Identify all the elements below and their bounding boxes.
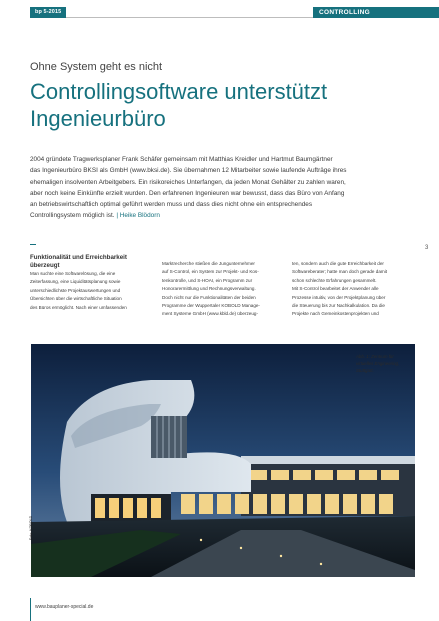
page-number: 3 bbox=[425, 245, 429, 251]
author-byline: | Heike Blödorn bbox=[116, 212, 160, 220]
body-line: Honorarermittlung und Rechnungsverwaltung. bbox=[162, 286, 256, 292]
body-line: Marktrecherche stießen die Jungunternehmer bbox=[162, 261, 255, 266]
caption-line: Abb. 1: Zentrum für bbox=[356, 354, 394, 359]
column-subhead: überzeugt bbox=[30, 262, 60, 269]
lead-line: aber noch keine Einkünfte erzielt wurden. Den erfahrenen Ingenieuren war bewusst, dass das Büro von Anfang bbox=[30, 189, 345, 197]
section-tag: CONTROLLING bbox=[313, 7, 439, 18]
headline-line-1: Controllingsoftware unterstützt bbox=[30, 79, 328, 104]
building-photo bbox=[31, 344, 415, 577]
body-line: schon schlechte Erfahrungen gesammelt. bbox=[292, 277, 377, 283]
lead-line: an betriebswirtschaftlich optimal geführt werden muss und dass dies nicht ohne ein entsprechendes bbox=[30, 201, 313, 209]
body-line: unterschiedlichste Projektauswertungen und bbox=[30, 287, 121, 293]
figure-caption bbox=[356, 353, 412, 374]
body-line: des Büros ermöglicht. Nach einer umfassenden bbox=[30, 304, 127, 310]
column-subhead: Funktionalität und Erreichbarkeit bbox=[30, 254, 127, 261]
article-lead bbox=[30, 154, 418, 222]
body-line: tenkontrolle, und S-HOAI, ein Programm zur bbox=[162, 277, 253, 283]
lead-line: ehemaligen insolventen Arbeitgebers. Ein risikoreiches Unterfangen, da jeden Monat Gehälter zu zahlen waren, bbox=[30, 178, 346, 186]
body-column-1 bbox=[30, 254, 146, 312]
article-headline bbox=[30, 78, 327, 132]
headline-line-2: Ingenieurbüro bbox=[30, 106, 166, 131]
lead-last-text: Controllingsystem möglich ist. bbox=[30, 212, 115, 220]
footer-rule bbox=[30, 598, 31, 621]
caption-line: Stuttgart. bbox=[356, 368, 374, 373]
body-line: Mit S-Control bearbeitet der Anwender alle bbox=[292, 286, 379, 292]
column-rule bbox=[30, 244, 36, 245]
lead-line: 2004 gründete Tragwerksplaner Frank Schäfer gemeinsam mit Matthias Kreidler und Hartmut Baumgärtner bbox=[30, 156, 333, 163]
article-kicker: Ohne System geht es nicht bbox=[30, 61, 163, 73]
body-line: Projekte nach Gemeinkostenprojekten und bbox=[292, 311, 379, 317]
body-line: Prozesse intuitiv, von der Projektplanung über bbox=[292, 294, 386, 300]
body-line: Doch nicht nur die Funktionalitäten der beiden bbox=[162, 294, 256, 300]
lead-line-last bbox=[30, 210, 418, 221]
lead-line: das Ingenieurbüro BKSI als GmbH (www.bksi.de). Sie übernahmen 12 Mitarbeiter sowie laufende Aufträge ihres bbox=[30, 167, 347, 175]
body-line: ment Systeme GmbH (www.kbld.de) überzeug- bbox=[162, 311, 258, 317]
photo-credit: Foto: KOBOLD bbox=[29, 515, 33, 540]
body-line: auf S-Control, ein System zur Projekt- und Kos- bbox=[162, 269, 259, 275]
body-line: Man suchte eine Softwarelösung, die eine bbox=[30, 271, 116, 276]
body-line: Programme der Wuppertaler KOBOLD Manage- bbox=[162, 303, 260, 309]
body-line: die Steuerung bis zur Nachkalkulation. Da die bbox=[292, 303, 385, 309]
body-column-2 bbox=[162, 260, 278, 319]
footer-url[interactable]: www.bauplaner-special.de bbox=[35, 604, 94, 610]
body-line: ten, sondern auch die gute Erreichbarkeit der bbox=[292, 261, 384, 266]
issue-tag: bp 5-2015 bbox=[30, 7, 66, 18]
body-line: Zeiterfassung, eine Liquiditätsplanung sowie bbox=[30, 279, 121, 285]
body-column-3 bbox=[292, 260, 408, 319]
body-line: Übersichten über die wirtschaftliche Situation bbox=[30, 296, 122, 302]
body-line: Softwareberater; hatte man doch gerade damit bbox=[292, 269, 387, 275]
caption-line: virtuelles Engineering, bbox=[356, 361, 400, 366]
